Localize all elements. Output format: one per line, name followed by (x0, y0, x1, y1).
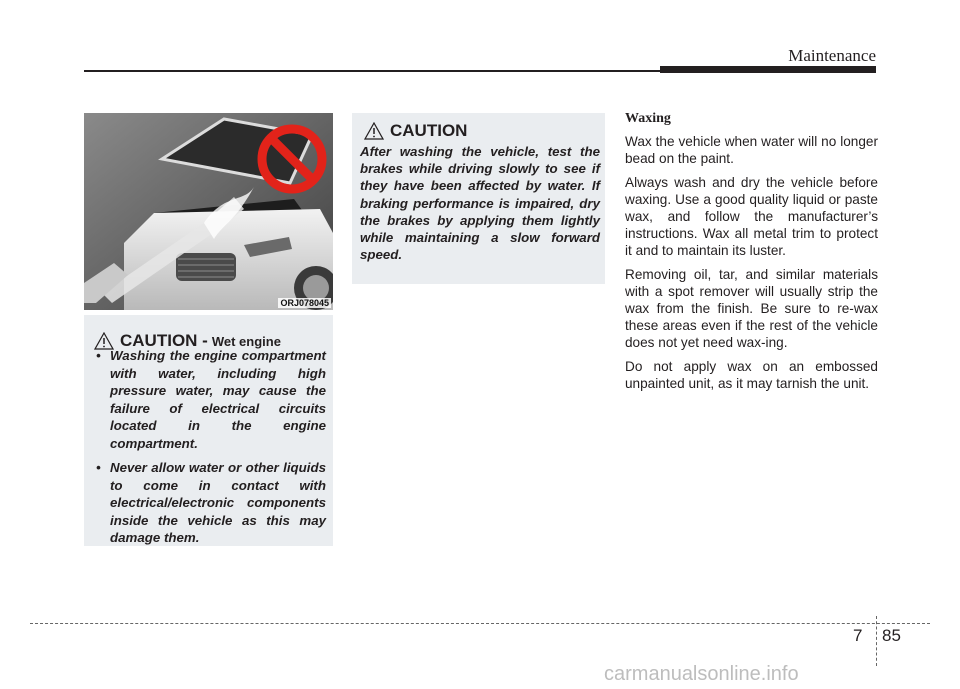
section-title: Maintenance (788, 46, 876, 65)
footer-dashed-divider (876, 616, 877, 666)
warning-triangle-icon (364, 122, 384, 140)
header-rule-thin (84, 70, 660, 72)
wet-engine-caution-list (88, 347, 326, 554)
list-item: • Washing the engine compartment with water, including high pressure water, may cause the failure of electrical circuits located in the engine compartment. (96, 348, 326, 451)
waxing-paragraph: Always wash and dry the vehicle before waxing. Use a good quality liquid or paste wax, and follow the manufacturer’s instructions. Wax all metal trim to protect it and to maintain its luster. (625, 174, 878, 259)
list-item-text: Never allow water or other liquids to come in contact with electrical/electronic components inside the vehicle as this may damage them. (110, 460, 326, 545)
list-item-text: Washing the engine compartment with water, including high pressure water, may cause the failure of electrical circuits located in the engine compartment. (110, 348, 326, 451)
brake-caution-title: CAUTION (390, 121, 468, 140)
wet-engine-caution-box (84, 315, 333, 546)
waxing-heading: Waxing (625, 111, 671, 126)
footer-dashed-rule (30, 623, 930, 624)
chapter-number: 7 (853, 626, 863, 645)
watermark: carmanualsonline.info (604, 663, 799, 685)
waxing-section (625, 110, 878, 398)
engine-wash-photo (84, 113, 333, 310)
photo-code: ORJ078045 (280, 298, 329, 308)
wet-engine-caution-subtitle: Wet engine (211, 333, 281, 349)
waxing-paragraph: Wax the vehicle when water will no longer bead on the paint. (625, 134, 878, 167)
list-item: • Never allow water or other liquids to come in contact with electrical/electronic components inside the vehicle as this may damage them. (96, 460, 326, 545)
brake-caution-text: After washing the vehicle, test the brakes while driving slowly to see if they have been affected by water. If braking performance is impaired, dry the brakes by applying them lightly while maintaining a slow forward speed. (360, 144, 600, 263)
brake-caution-header (364, 121, 467, 141)
header-rule-thick (660, 66, 876, 73)
waxing-paragraph: Removing oil, tar, and similar materials with a spot remover will usually strip the wax from the finish. Be sure to re-wax these areas even if the rest of the vehicle does not yet need wax-ing. (625, 266, 878, 351)
waxing-paragraph: Do not apply wax on an embossed unpainted unit, as it may tarnish the unit. (625, 358, 878, 391)
wet-engine-caution-title: CAUTION - (120, 331, 208, 350)
prohibition-icon (254, 121, 330, 197)
brake-caution-box (352, 113, 605, 284)
page-number: 85 (882, 626, 901, 645)
